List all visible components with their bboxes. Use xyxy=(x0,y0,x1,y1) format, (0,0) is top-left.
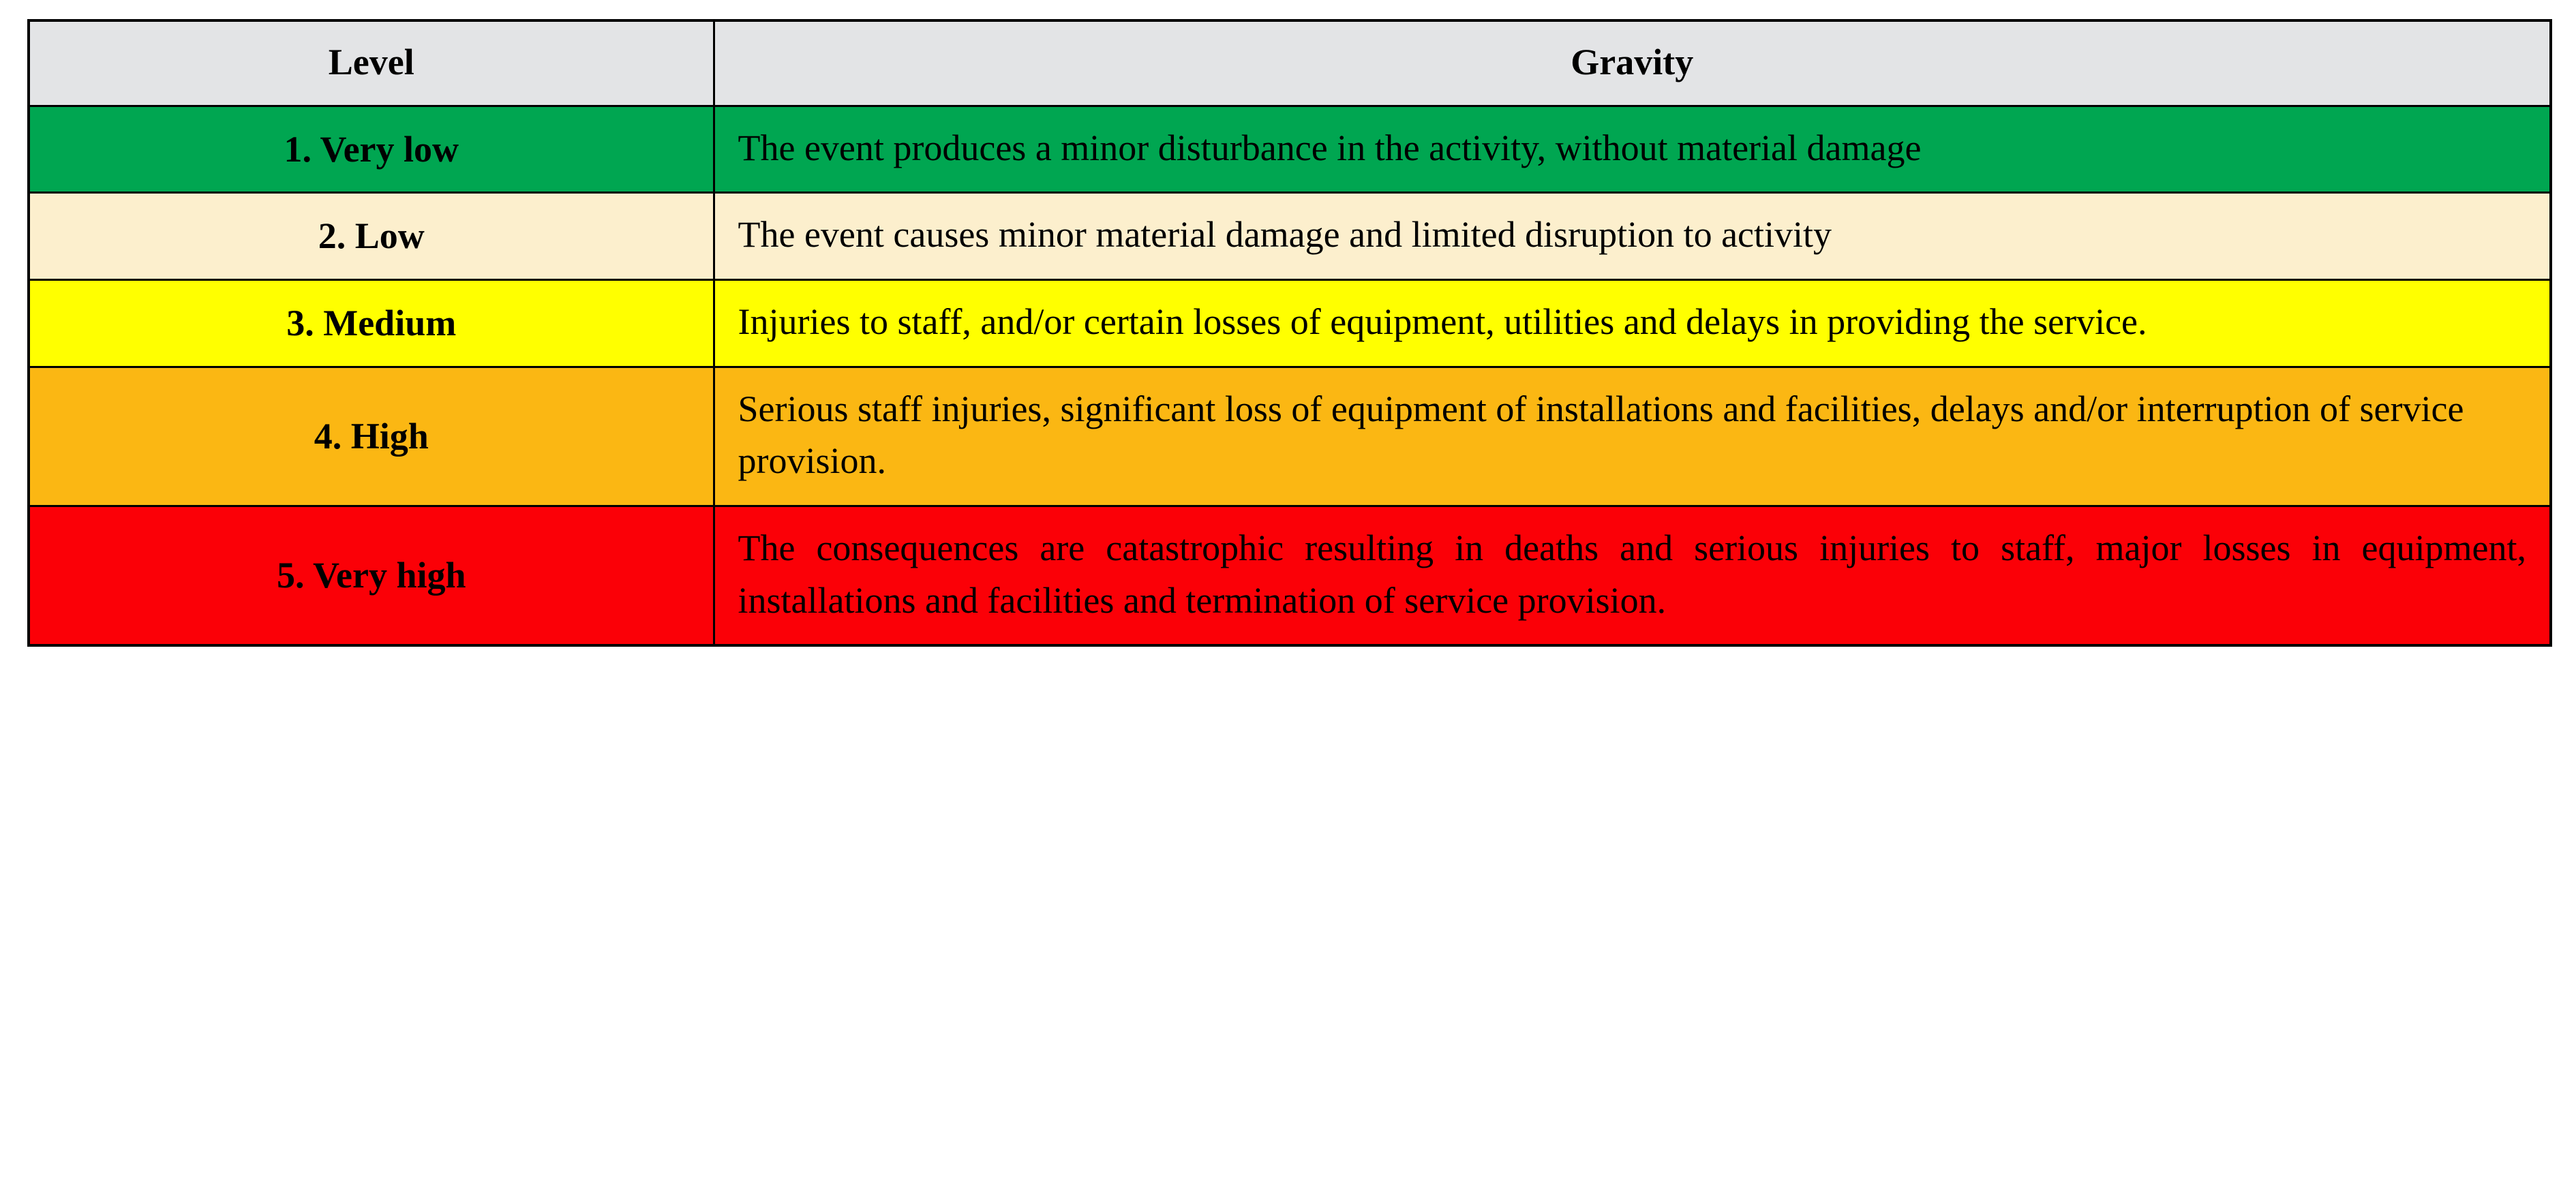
table-row xyxy=(29,506,2551,645)
table-row xyxy=(29,193,2551,280)
gravity-cell xyxy=(714,279,2551,367)
gravity-text: The consequences are catastrophic resulting in deaths and serious injuries to staff, major losses in equipment, installations and facilities and termination of service provision. xyxy=(738,527,2526,621)
table-row xyxy=(29,106,2551,193)
gravity-text: Injuries to staff, and/or certain losses of equipment, utilities and delays in providing the service. xyxy=(738,301,2147,342)
column-header-level: Level xyxy=(29,20,714,106)
gravity-cell xyxy=(714,193,2551,280)
gravity-cell xyxy=(714,106,2551,193)
table-body xyxy=(29,106,2551,645)
table-header-row xyxy=(29,20,2551,106)
table-row xyxy=(29,367,2551,506)
level-cell: 4. High xyxy=(29,367,714,506)
level-cell: 1. Very low xyxy=(29,106,714,193)
table-row xyxy=(29,279,2551,367)
level-cell: 2. Low xyxy=(29,193,714,280)
gravity-text: Serious staff injuries, significant loss of equipment of installations and facilities, delays and/or interruption of service provision. xyxy=(738,388,2464,482)
gravity-cell xyxy=(714,367,2551,506)
gravity-text: The event produces a minor disturbance in the activity, without material damage xyxy=(738,127,1922,168)
level-cell: 5. Very high xyxy=(29,506,714,645)
level-cell: 3. Medium xyxy=(29,279,714,367)
column-header-gravity: Gravity xyxy=(714,20,2551,106)
risk-gravity-table xyxy=(27,19,2552,647)
gravity-cell xyxy=(714,506,2551,645)
gravity-text: The event causes minor material damage and limited disruption to activity xyxy=(738,214,1832,256)
